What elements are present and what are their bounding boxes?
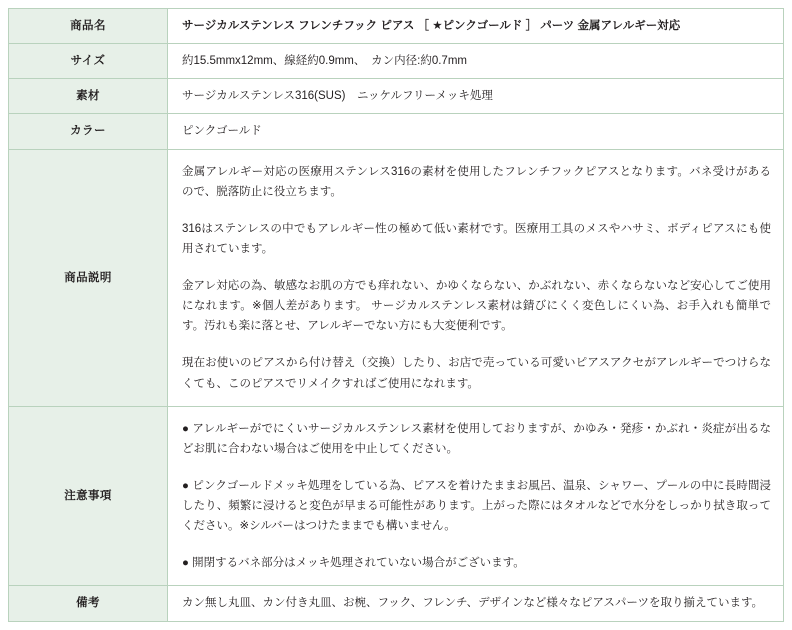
description-paragraph: 金アレ対応の為、敏感なお肌の方でも痒れない、かゆくならない、かぶれない、赤くならないなど安心してご使用になれます。※個人差があります。 サージカルステンレス素材は錆びにくく変色しにくい為、お手入れも簡単です。汚れも楽に落とせ、アレルギーでない方にも大変便利です。 — [182, 280, 771, 333]
table-row — [9, 9, 784, 44]
row-label-material: 素材 — [9, 79, 168, 114]
notes-bullet: ● ピンクゴールドメッキ処理をしている為、ピアスを着けたままお風呂、温泉、シャワー、プールの中に長時間浸したり、頻繁に浸けると変色が早まる可能性があります。上がった際にはタオルなどで水分をしっかり拭き取ってください。※シルバーはつけたままでも構いません。 — [182, 479, 771, 533]
row-label-product-name: 商品名 — [9, 9, 168, 44]
description-paragraph: 金属アレルギー対応の医療用ステンレス316の素材を使用したフレンチフックピアスとなります。バネ受けがあるので、脱落防止に役立ちます。 — [182, 165, 771, 198]
table-row — [9, 44, 784, 79]
row-label-remarks: 備考 — [9, 586, 168, 621]
row-label-size: サイズ — [9, 44, 168, 79]
row-label-description: 商品説明 — [9, 149, 168, 406]
notes-bullet: ● 開閉するバネ部分はメッキ処理されていない場合がございます。 — [182, 557, 525, 570]
row-value-size: 約15.5mmx12mm、線経約0.9mm、 カン内径:約0.7mm — [168, 44, 784, 79]
row-value-notes — [168, 406, 784, 586]
row-value-material: サージカルステンレス316(SUS) ニッケルフリーメッキ処理 — [168, 79, 784, 114]
row-label-color: カラー — [9, 114, 168, 149]
table-row — [9, 79, 784, 114]
row-value-description — [168, 149, 784, 406]
table-row — [9, 406, 784, 586]
row-value-color: ピンクゴールド — [168, 114, 784, 149]
description-paragraph: 現在お使いのピアスから付け替え（交換）したり、お店で売っている可愛いピアスアクセがアレルギーでつけらなくても、このピアスでリメイクすればご使用になれます。 — [182, 357, 771, 390]
table-row — [9, 586, 784, 621]
product-spec-table — [8, 8, 784, 622]
row-value-product-name: サージカルステンレス フレンチフック ピアス ［ ★ピンクゴールド ］ パーツ 金属アレルギー対応 — [168, 9, 784, 44]
table-row — [9, 149, 784, 406]
notes-bullet: ● アレルギーがでにくいサージカルステンレス素材を使用しておりますが、かゆみ・発疹・かぶれ・炎症が出るなどお肌に合わない場合はご使用を中止してください。 — [182, 422, 771, 455]
row-value-remarks: カン無し丸皿、カン付き丸皿、お椀、フック、フレンチ、デザインなど様々なピアスパーツを取り揃えています。 — [168, 586, 784, 621]
description-paragraph: 316はステンレスの中でもアレルギー性の極めて低い素材です。医療用工具のメスやハサミ、ボディピアスにも使用されています。 — [182, 222, 771, 255]
table-row — [9, 114, 784, 149]
row-label-notes: 注意事項 — [9, 406, 168, 586]
